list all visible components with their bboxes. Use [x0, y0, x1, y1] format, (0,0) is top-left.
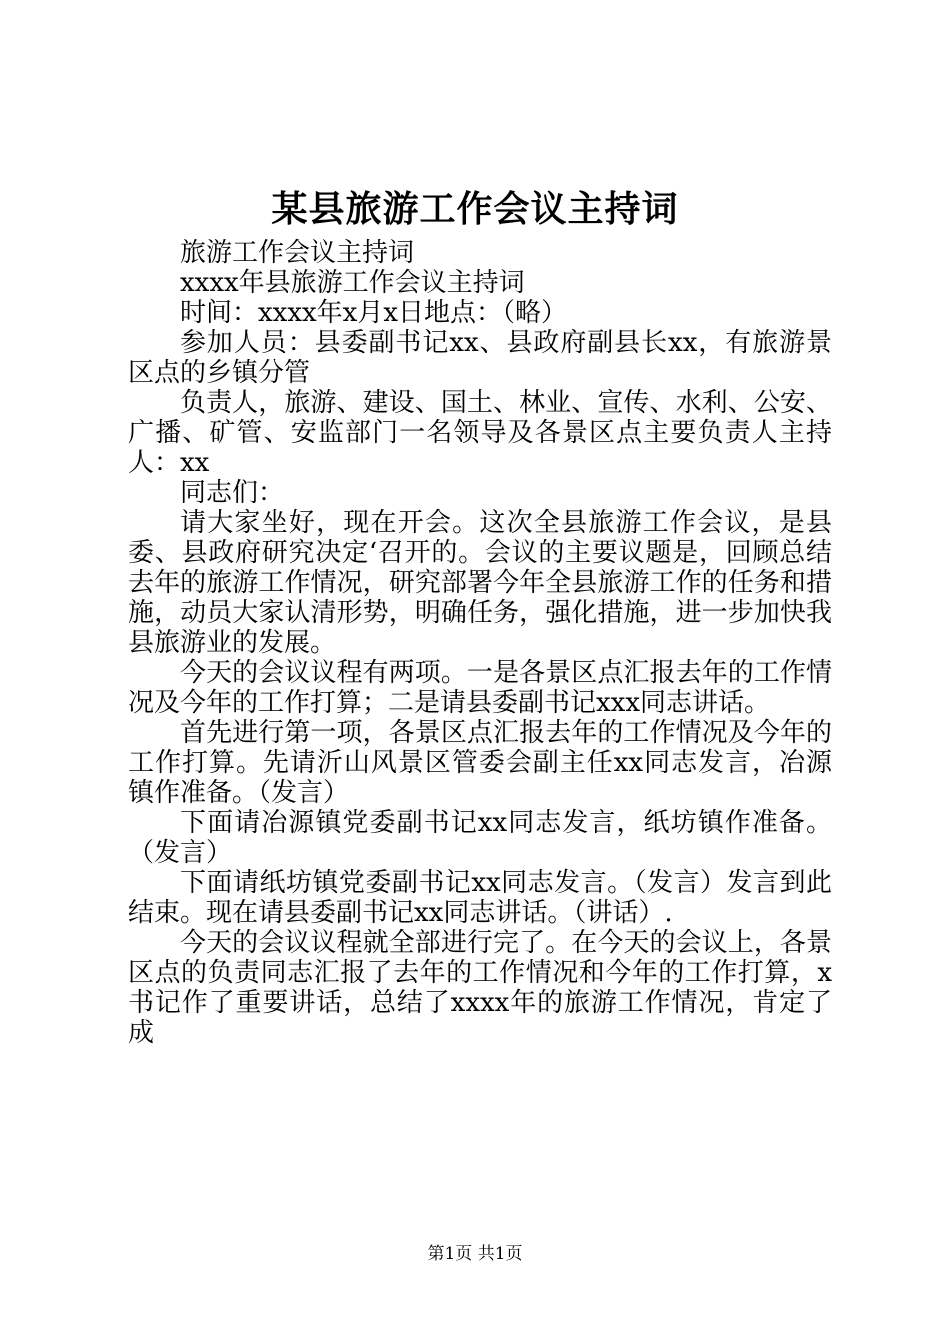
- paragraph: 下面请纸坊镇党委副书记xx同志发言。（发言）发言到此结束。现在请县委副书记xx同志讲话。（讲话）.: [128, 868, 832, 928]
- paragraph: 时间：xxxx年x月x日地点：（略）: [180, 298, 567, 328]
- page-number: 第1页 共1页: [427, 1244, 523, 1264]
- paragraph: 下面请冶源镇党委副书记xx同志发言，纸坊镇作准备。（发言）: [128, 808, 832, 868]
- paragraph: xxxx年县旅游工作会议主持词: [180, 268, 525, 298]
- paragraph: 负责人，旅游、建设、国土、林业、宣传、水利、公安、广播、矿管、安监部门一名领导及各景区点主要负责人主持人：xx: [128, 388, 832, 478]
- paragraph: 请大家坐好，现在开会。这次全县旅游工作会议，是县委、县政府研究决定‘召开的。会议的主要议题是，回顾总结去年的旅游工作情况，研究部署今年全县旅游工作的任务和措施，动员大家认清形势，明确任务，强化措施，进一步加快我县旅游业的发展。: [128, 508, 832, 658]
- paragraph: 旅游工作会议主持词: [180, 238, 415, 268]
- paragraph: 同志们：: [180, 478, 285, 508]
- document-body: [128, 238, 832, 1048]
- paragraph: 今天的会议议程就全部进行完了。在今天的会议上，各景区点的负责同志汇报了去年的工作情况和今年的工作打算，x书记作了重要讲话，总结了xxxx年的旅游工作情况，肯定了成: [128, 928, 832, 1048]
- paragraph: 今天的会议议程有两项。一是各景区点汇报去年的工作情况及今年的工作打算；二是请县委副书记xxx同志讲话。: [128, 658, 832, 718]
- document-title: 某县旅游工作会议主持词: [271, 188, 679, 230]
- paragraph: 参加人员：县委副书记xx、县政府副县长xx，有旅游景区点的乡镇分管: [128, 328, 832, 388]
- paragraph: 首先进行第一项，各景区点汇报去年的工作情况及今年的工作打算。先请沂山风景区管委会副主任xx同志发言，冶源镇作准备。（发言）: [128, 718, 832, 808]
